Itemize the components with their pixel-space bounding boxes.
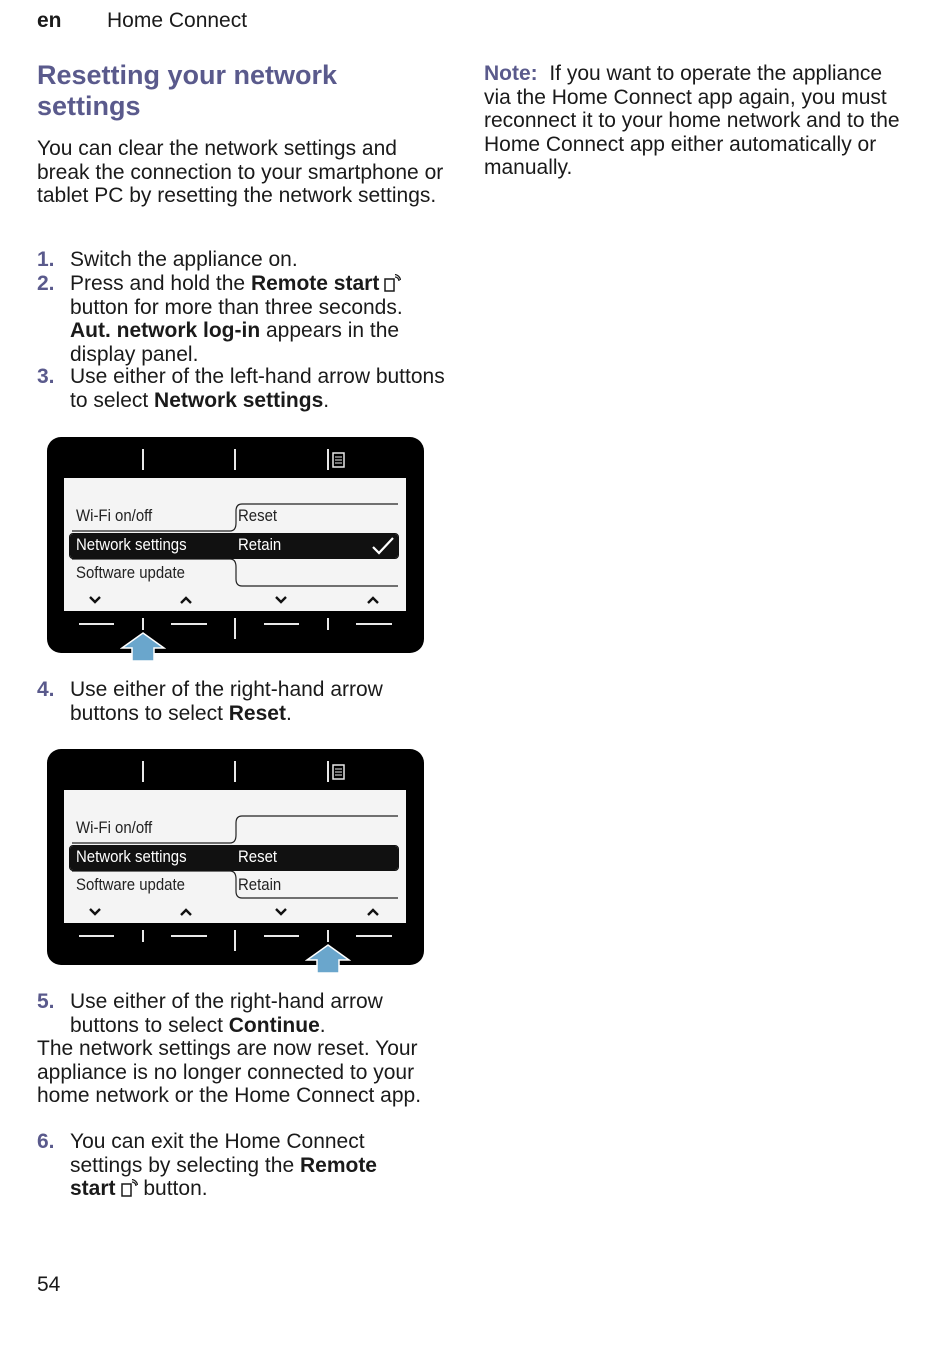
step-5-result: The network settings are now reset. Your appliance is no longer connected to your home network or the Home Connect app. (37, 1037, 422, 1107)
header-language: en (37, 9, 62, 32)
step-number: 3. (37, 365, 55, 388)
left-down-arrow-icon (90, 597, 100, 602)
step-number: 1. (37, 248, 55, 271)
step-number: 2. (37, 272, 55, 295)
pointer-arrow-icon (305, 944, 351, 974)
step-3 (37, 365, 457, 412)
note-text: If you want to operate the appliance via the Home Connect app again, you must reconnect it to your home network and to the Home Connect app either automatically or manually. (484, 62, 900, 179)
step-text: button for more than three seconds. (70, 295, 403, 319)
menu-item-software-update: Software update (76, 875, 185, 894)
step-text: Switch the appliance on. (70, 248, 298, 271)
header-section: Home Connect (107, 9, 248, 32)
menu-item-network-settings: Network settings (76, 535, 187, 554)
control-panel-display-2 (47, 749, 424, 965)
step-punct: . (323, 388, 330, 412)
left-up-arrow-icon (181, 598, 191, 603)
checkmark-icon (370, 536, 396, 556)
option-reset: Reset (238, 847, 278, 866)
step-6 (37, 1130, 457, 1201)
step-number: 6. (37, 1130, 55, 1153)
left-up-arrow-icon (181, 910, 191, 915)
step-text: Press and hold the (70, 272, 251, 295)
option-reset: Reset (238, 506, 278, 525)
note-label: Note: (484, 62, 538, 85)
intro-paragraph: You can clear the network settings and break the connection to your smartphone or tablet PC by resetting the network settings. (37, 137, 444, 207)
option-retain: Retain (238, 875, 282, 894)
step-2 (37, 272, 457, 366)
step-number: 5. (37, 990, 55, 1013)
menu-item-wifi: Wi-Fi on/off (76, 506, 153, 525)
right-down-arrow-icon (276, 909, 286, 914)
menu-item-software-update: Software update (76, 563, 185, 582)
right-up-arrow-icon (368, 598, 378, 603)
right-down-arrow-icon (276, 597, 286, 602)
step-punct: . (319, 1013, 326, 1037)
step-text: You can exit the Home Connect settings by selecting the (70, 1130, 365, 1177)
step-5 (37, 990, 457, 1037)
menu-item-wifi: Wi-Fi on/off (76, 818, 153, 837)
display-screen (64, 790, 406, 923)
step-4 (37, 678, 457, 725)
section-heading: Resetting your network settings (37, 60, 338, 121)
reset-label: Reset (228, 701, 286, 725)
remote-start-icon (383, 274, 401, 292)
network-settings-label: Network settings (154, 388, 324, 412)
step-1 (37, 248, 457, 272)
continue-label: Continue (228, 1013, 320, 1037)
step-text: Use either of the right-hand arrow buttons to select (70, 990, 383, 1037)
note-block (484, 62, 914, 180)
menu-item-network-settings: Network settings (76, 847, 187, 866)
right-up-arrow-icon (368, 910, 378, 915)
left-down-arrow-icon (90, 909, 100, 914)
page-number: 54 (37, 1273, 61, 1296)
step-text: button. (137, 1177, 208, 1200)
step-number: 4. (37, 678, 55, 701)
step-punct: . (285, 701, 292, 725)
remote-start-label: Remote start (70, 1153, 377, 1200)
remote-start-label: Remote start (250, 272, 380, 295)
aut-network-label: Aut. network log-in (70, 319, 261, 342)
display-screen (64, 478, 406, 611)
remote-start-icon (120, 1179, 138, 1197)
control-panel-display-1 (47, 437, 424, 653)
step-text: appears in the display panel. (70, 319, 400, 366)
step-text: Use either of the right-hand arrow buttons to select (70, 678, 383, 725)
step-text: Use either of the left-hand arrow buttons to select (70, 365, 445, 412)
option-retain: Retain (238, 535, 282, 554)
pointer-arrow-icon (120, 632, 166, 662)
